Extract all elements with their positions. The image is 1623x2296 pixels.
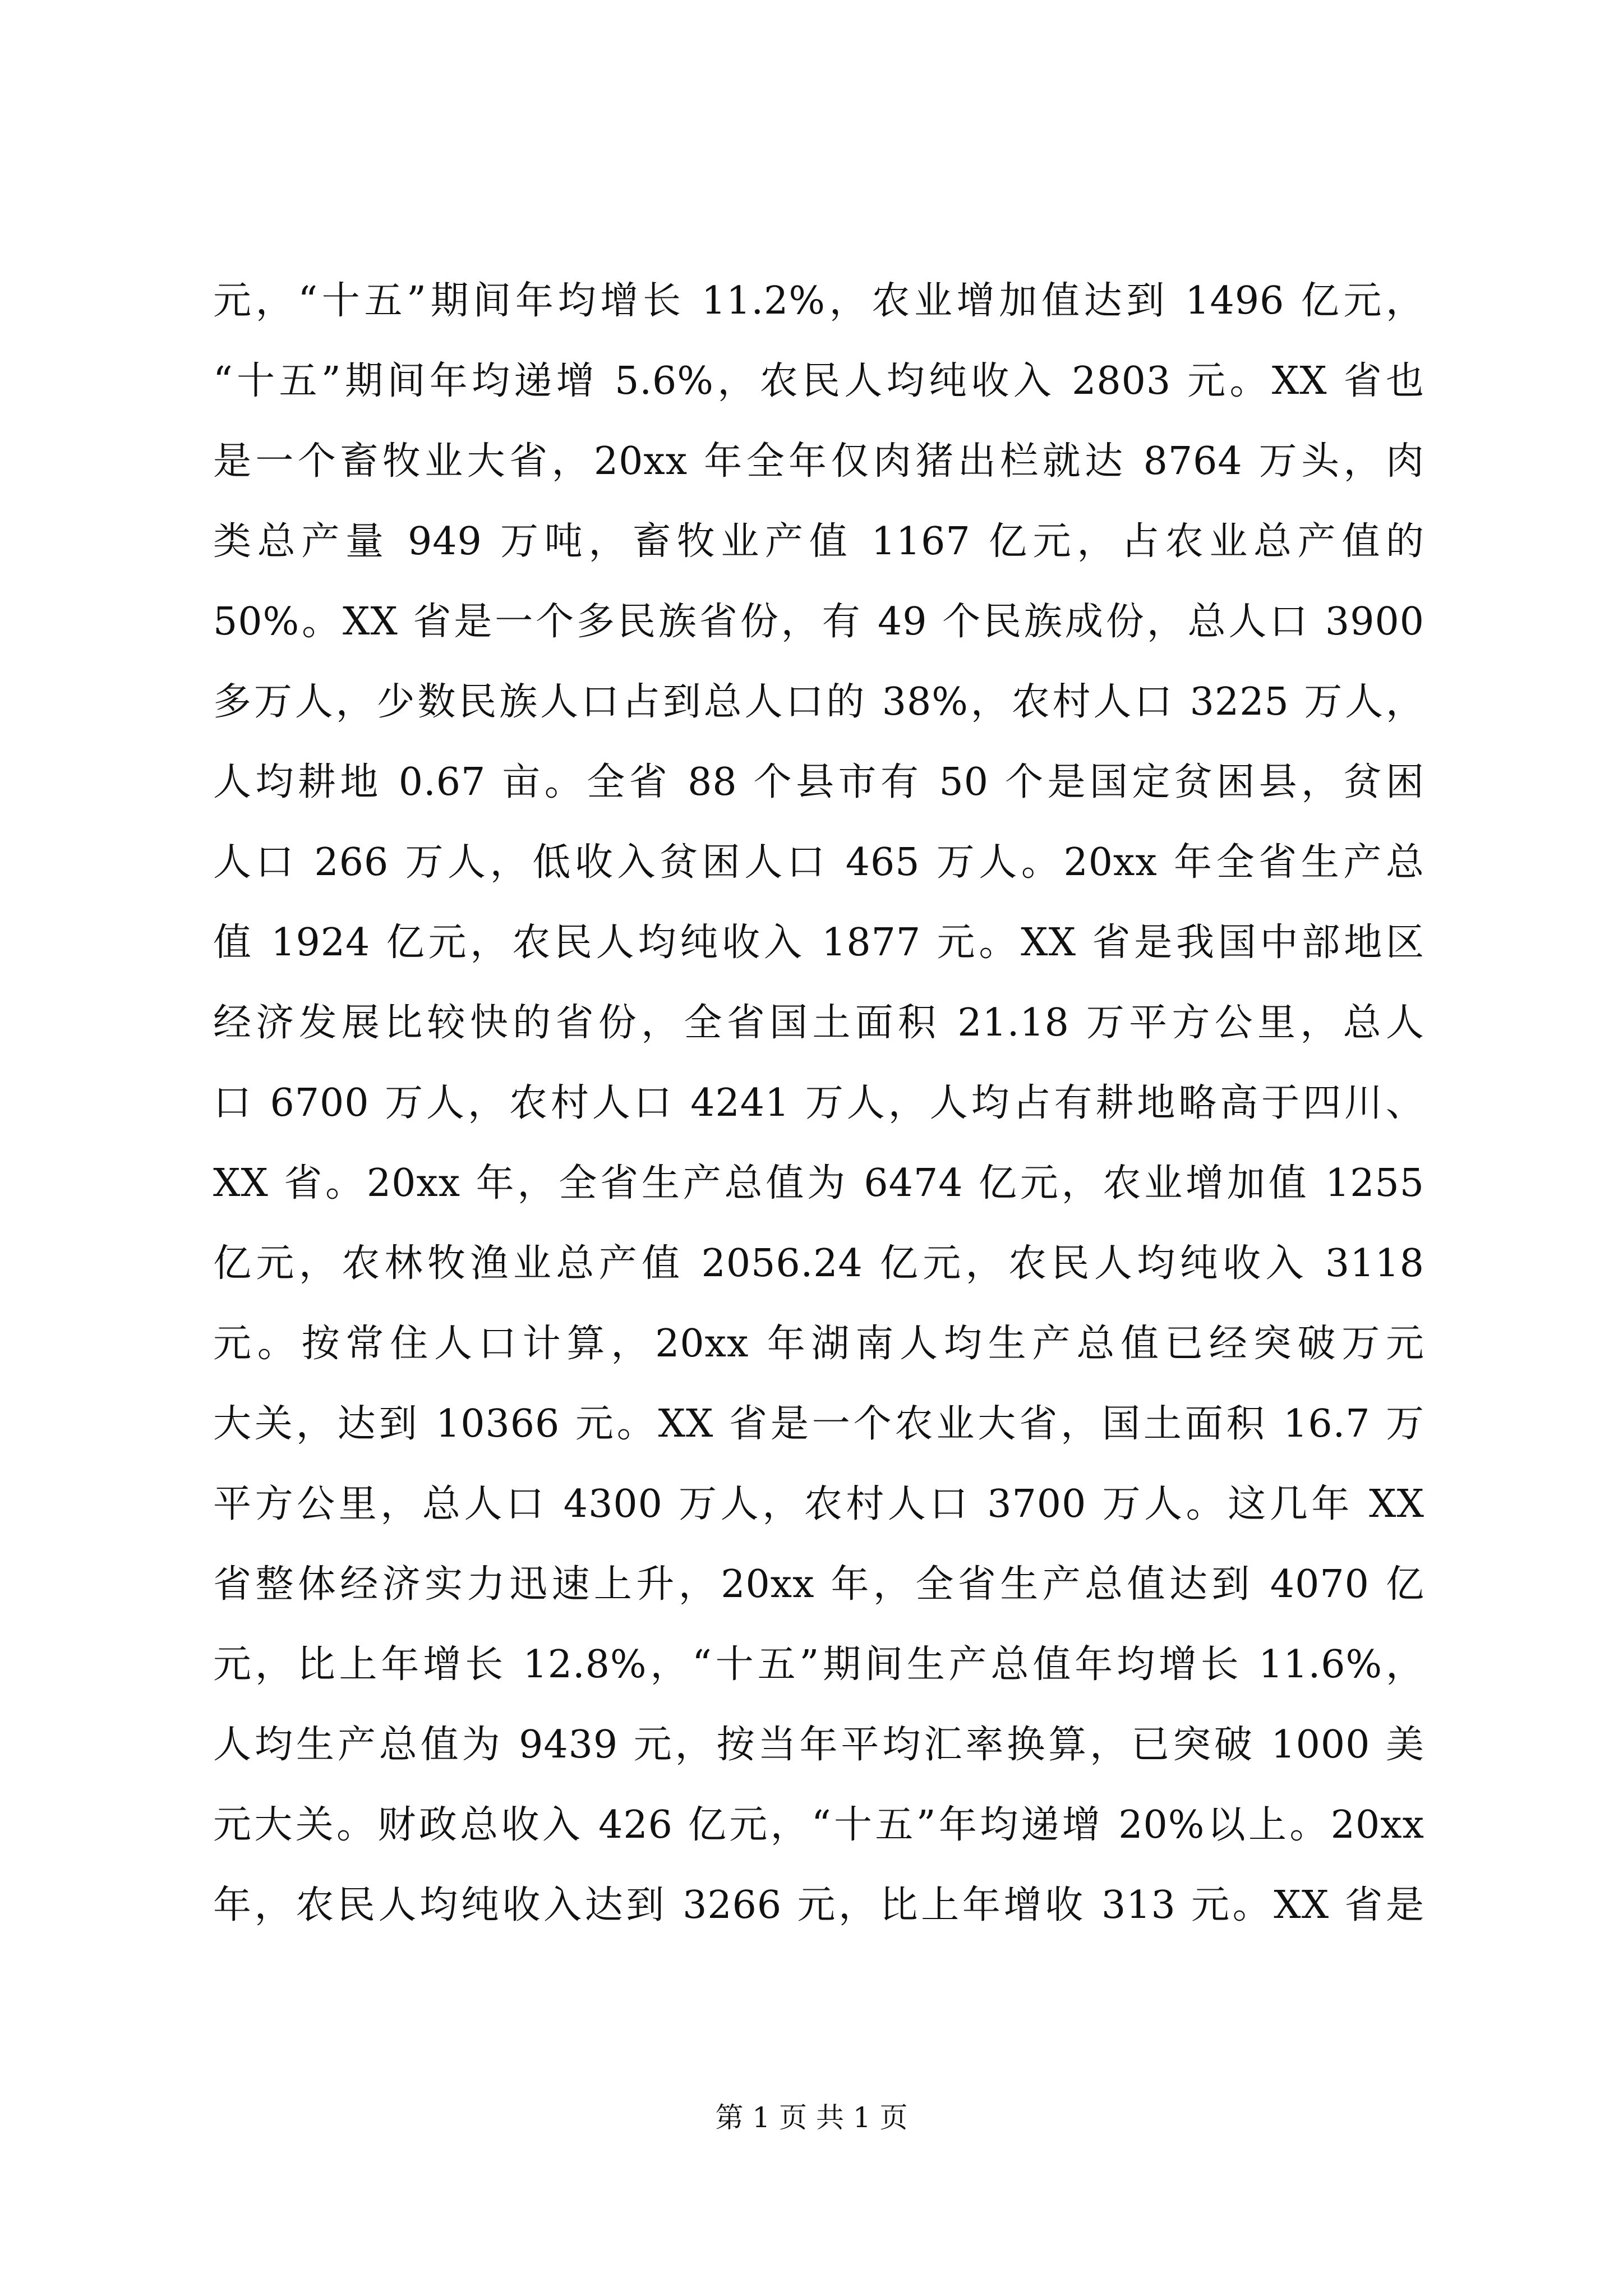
text-line: “十五”期间年均递增 5.6%，农民人均纯收入 2803 元。XX 省也	[213, 359, 1424, 403]
text-line: 平方公里，总人口 4300 万人，农村人口 3700 万人。这几年 XX	[213, 1482, 1424, 1526]
text-line: 元大关。财政总收入 426 亿元，“十五”年均递增 20%以上。20xx	[213, 1803, 1424, 1847]
text-line: 人均生产总值为 9439 元，按当年平均汇率换算，已突破 1000 美	[213, 1723, 1424, 1767]
page-footer: 第 1 页 共 1 页	[715, 2101, 908, 2134]
text-line: 类总产量 949 万吨，畜牧业产值 1167 亿元，占农业总产值的	[213, 519, 1424, 564]
text-line: 是一个畜牧业大省，20xx 年全年仅肉猪出栏就达 8764 万头，肉	[213, 439, 1424, 484]
text-line: 口 6700 万人，农村人口 4241 万人，人均占有耕地略高于四川、	[213, 1081, 1424, 1125]
text-line: 大关，达到 10366 元。XX 省是一个农业大省，国土面积 16.7 万	[213, 1402, 1424, 1446]
text-line: 年，农民人均纯收入达到 3266 元，比上年增收 313 元。XX 省是	[213, 1883, 1424, 1927]
text-line: 多万人，少数民族人口占到总人口的 38%，农村人口 3225 万人，	[213, 680, 1424, 724]
text-line: XX 省。20xx 年，全省生产总值为 6474 亿元，农业增加值 1255	[213, 1161, 1424, 1205]
text-line: 人均耕地 0.67 亩。全省 88 个县市有 50 个是国定贫困县，贫困	[213, 760, 1424, 804]
text-line: 人口 266 万人，低收入贫困人口 465 万人。20xx 年全省生产总	[213, 840, 1424, 885]
text-line: 值 1924 亿元，农民人均纯收入 1877 元。XX 省是我国中部地区	[213, 921, 1424, 965]
text-line: 经济发展比较快的省份，全省国土面积 21.18 万平方公里，总人	[213, 1001, 1424, 1045]
body-paragraph	[213, 261, 1424, 1945]
text-line: 元，比上年增长 12.8%，“十五”期间生产总值年均增长 11.6%，	[213, 1642, 1424, 1687]
text-line: 省整体经济实力迅速上升，20xx 年，全省生产总值达到 4070 亿	[213, 1562, 1424, 1607]
text-line: 50%。XX 省是一个多民族省份，有 49 个民族成份，总人口 3900	[213, 600, 1424, 644]
text-line: 元。按常住人口计算，20xx 年湖南人均生产总值已经突破万元	[213, 1322, 1424, 1366]
text-line: 元，“十五”期间年均增长 11.2%，农业增加值达到 1496 亿元，	[213, 279, 1424, 323]
text-line: 亿元，农林牧渔业总产值 2056.24 亿元，农民人均纯收入 3118	[213, 1241, 1424, 1286]
